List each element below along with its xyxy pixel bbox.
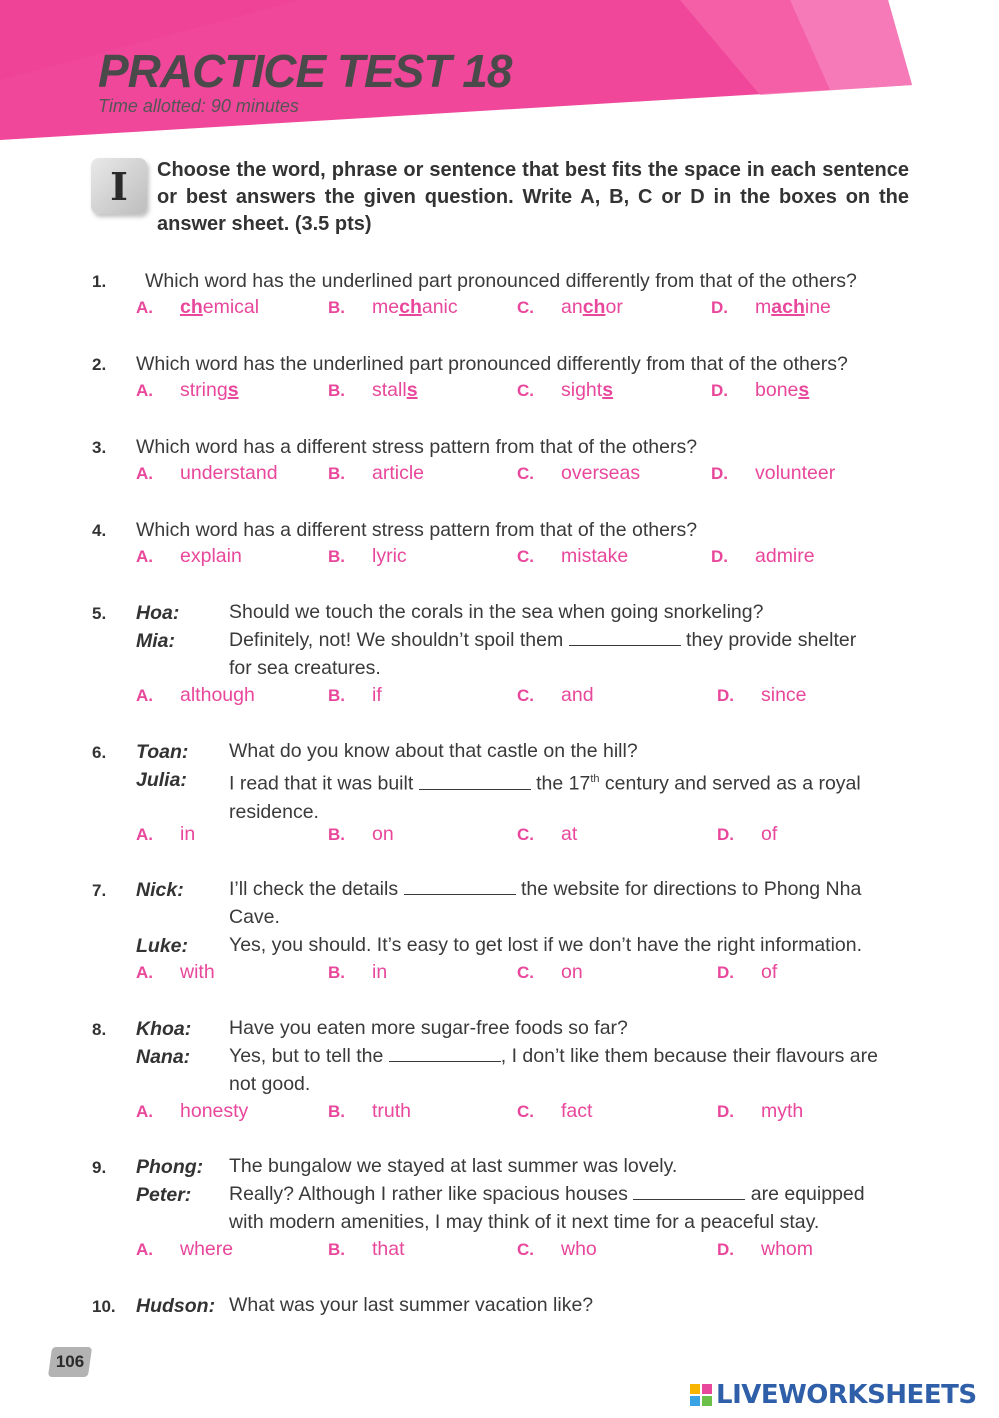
option-a[interactable]: A. strings (136, 379, 239, 401)
option-a[interactable]: A. honesty (136, 1100, 249, 1122)
option-b[interactable]: B. if (328, 684, 382, 706)
speaker-name: Nana: (136, 1046, 191, 1068)
option-row (92, 296, 922, 324)
question-stem: Which word has a different stress pattern from that of the others? (136, 436, 698, 458)
dialogue-line: What do you know about that castle on the hill? (229, 740, 638, 762)
option-c[interactable]: C. mistake (517, 545, 629, 567)
option-a[interactable]: A. with (136, 961, 215, 983)
option-c[interactable]: C. who (517, 1238, 597, 1260)
dialogue-line: Yes, you should. It’s easy to get lost if we don’t have the right information. (229, 934, 863, 956)
section-badge-label: I (110, 164, 128, 209)
option-row (92, 545, 922, 573)
answer-blank[interactable] (389, 1044, 501, 1062)
speaker-name: Luke: (136, 935, 189, 957)
option-row (92, 684, 922, 712)
option-d[interactable]: D. myth (717, 1100, 804, 1122)
speaker-name: Mia: (136, 630, 175, 652)
speaker-name: Toan: (136, 741, 189, 763)
section-badge (91, 158, 147, 214)
liveworksheets-wordmark: LIVEWORKSHEETS (716, 1380, 977, 1410)
option-c[interactable]: C. anchor (517, 296, 623, 318)
answer-blank[interactable] (419, 772, 531, 790)
option-row (92, 462, 922, 490)
dialogue-line: Have you eaten more sugar-free foods so far? (229, 1017, 628, 1039)
option-b[interactable]: B. that (328, 1238, 405, 1260)
speaker-name: Peter: (136, 1184, 192, 1206)
option-d[interactable]: D. whom (717, 1238, 814, 1260)
question-number: 7. (92, 881, 107, 900)
question-number: 4. (92, 521, 107, 540)
option-d[interactable]: D. bones (711, 379, 810, 401)
answer-blank[interactable] (569, 628, 681, 646)
question-number: 8. (92, 1020, 107, 1039)
option-b[interactable]: B. stalls (328, 379, 418, 401)
option-b[interactable]: B. article (328, 462, 425, 484)
question-number: 1. (92, 272, 107, 291)
option-b[interactable]: B. on (328, 823, 394, 845)
dialogue-line: Definitely, not! We shouldn’t spoil them they provide shelter for sea creatures. (229, 629, 857, 679)
option-d[interactable]: D. of (717, 961, 778, 983)
option-c[interactable]: C. and (517, 684, 594, 706)
dialogue-line: What was your last summer vacation like? (229, 1294, 594, 1316)
option-row (92, 823, 922, 851)
option-c[interactable]: C. fact (517, 1100, 593, 1122)
speaker-name: Julia: (136, 769, 187, 791)
option-a[interactable]: A. understand (136, 462, 278, 484)
speaker-name: Hoa: (136, 602, 180, 624)
option-c[interactable]: C. sights (517, 379, 614, 401)
option-row (92, 1238, 922, 1266)
answer-blank[interactable] (404, 877, 516, 895)
question-number: 2. (92, 355, 107, 374)
question-number: 10. (92, 1297, 116, 1316)
speaker-name: Khoa: (136, 1018, 192, 1040)
option-a[interactable]: A. in (136, 823, 196, 845)
section-instruction: Choose the word, phrase or sentence that best fits the space in each sentence or best answers the given question. Write A, B, C or D in the boxes on the answer sheet. (3.5 pts) (157, 159, 909, 235)
option-d[interactable]: D. machine (711, 296, 831, 318)
dialogue-line: I read that it was built the 17th century and served as a royal residence. (229, 772, 861, 823)
speaker-name: Nick: (136, 879, 184, 901)
liveworksheets-logo-icon (690, 1384, 712, 1406)
option-a[interactable]: A. explain (136, 545, 242, 567)
dialogue-line: Should we touch the corals in the sea when going snorkeling? (229, 601, 764, 623)
question-stem: Which word has a different stress pattern from that of the others? (136, 519, 698, 541)
dialogue-line: The bungalow we stayed at last summer was lovely. (229, 1155, 678, 1177)
question-stem: Which word has the underlined part pronounced differently from that of the others? (145, 270, 857, 292)
option-row (92, 379, 922, 407)
option-c[interactable]: C. at (517, 823, 578, 845)
option-d[interactable]: D. admire (711, 545, 815, 567)
page-number: 106 (50, 1347, 90, 1377)
option-a[interactable]: A. chemical (136, 296, 260, 318)
speaker-name: Phong: (136, 1156, 204, 1178)
page-title: PRACTICE TEST 18 (98, 45, 512, 97)
option-c[interactable]: C. overseas (517, 462, 641, 484)
question-number: 6. (92, 743, 107, 762)
option-a[interactable]: A. where (136, 1238, 234, 1260)
option-d[interactable]: D. since (717, 684, 807, 706)
dialogue-line: Yes, but to tell the , I don’t like them because their flavours are not good. (229, 1045, 878, 1095)
dialogue-line: I’ll check the details the website for directions to Phong Nha Cave. (229, 878, 862, 928)
option-d[interactable]: D. volunteer (711, 462, 836, 484)
option-d[interactable]: D. of (717, 823, 778, 845)
question-number: 5. (92, 604, 107, 623)
question-number: 9. (92, 1158, 107, 1177)
dialogue-line: Really? Although I rather like spacious houses are equipped with modern amenities, I may think of it next time for a peaceful stay. (229, 1183, 865, 1233)
option-b[interactable]: B. in (328, 961, 388, 983)
option-b[interactable]: B. mechanic (328, 296, 458, 318)
answer-blank[interactable] (633, 1182, 745, 1200)
option-row (92, 961, 922, 989)
question-number: 3. (92, 438, 107, 457)
option-b[interactable]: B. truth (328, 1100, 412, 1122)
option-b[interactable]: B. lyric (328, 545, 407, 567)
speaker-name: Hudson: (136, 1295, 216, 1317)
liveworksheets-brand[interactable] (690, 1380, 977, 1410)
time-allotted: Time allotted: 90 minutes (98, 96, 299, 116)
option-c[interactable]: C. on (517, 961, 583, 983)
question-stem: Which word has the underlined part pronounced differently from that of the others? (136, 353, 848, 375)
option-a[interactable]: A. although (136, 684, 255, 706)
option-row (92, 1100, 922, 1128)
